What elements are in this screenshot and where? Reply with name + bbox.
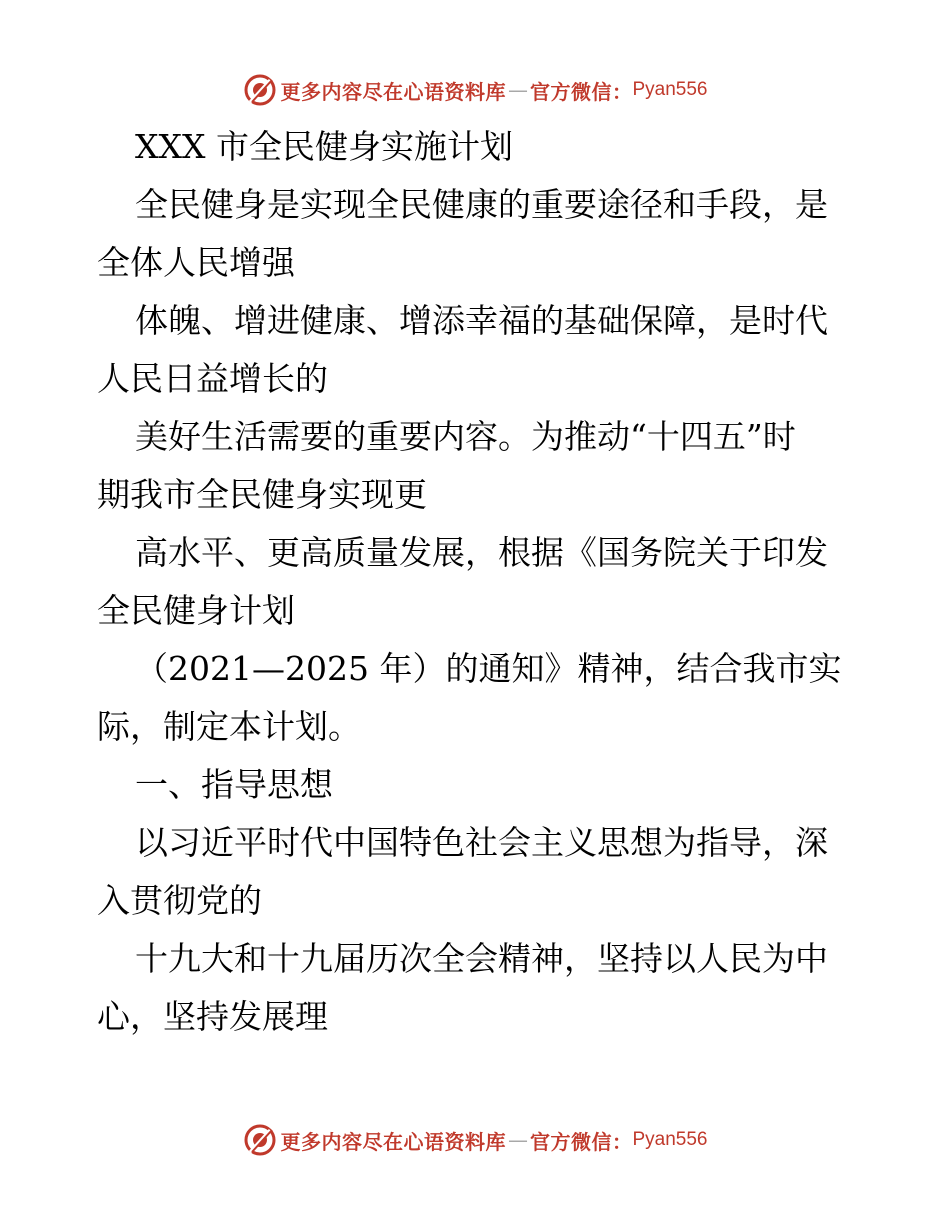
text-line: 一、指导思想 <box>135 765 333 804</box>
text-line: 全民健身计划 <box>97 591 295 630</box>
watermark-banner-bottom <box>0 1118 950 1162</box>
watermark-contact-label: 官方微信： <box>529 1129 633 1154</box>
text-line: 十九大和十九届历次全会精神，坚持以人民为中 <box>135 939 828 978</box>
watermark-handle: Pyan556 <box>632 1129 708 1150</box>
text-line: 期我市全民健身实现更 <box>97 475 427 514</box>
watermark-separator: — <box>507 1128 528 1152</box>
text-line: 际，制定本计划。 <box>97 707 361 746</box>
text-line: 高水平、更高质量发展，根据《国务院关于印发 <box>135 533 828 572</box>
text-line: 全体人民增强 <box>97 243 295 282</box>
text-line: 体魄、增进健康、增添幸福的基础保障，是时代 <box>135 301 828 340</box>
text-line: （2021—2025 年）的通知》精神，结合我市实 <box>135 649 842 688</box>
watermark-slogan: 更多内容尽在心语资料库 <box>280 1129 506 1154</box>
watermark-banner-top <box>0 68 950 112</box>
text-line: 全民健身是实现全民健康的重要途径和手段，是 <box>135 185 828 224</box>
document-title: XXX 市全民健身实施计划 <box>135 127 513 166</box>
text-line: 美好生活需要的重要内容。为推动“十四五”时 <box>135 417 796 456</box>
watermark-handle: Pyan556 <box>632 79 708 100</box>
text-line: 人民日益增长的 <box>97 359 328 398</box>
watermark-slogan: 更多内容尽在心语资料库 <box>280 79 506 104</box>
document-body <box>97 118 857 1046</box>
pen-seal-logo-icon <box>242 72 278 108</box>
watermark-separator: — <box>507 78 528 102</box>
pen-seal-logo-icon <box>242 1122 278 1158</box>
text-line: 以习近平时代中国特色社会主义思想为指导，深 <box>135 823 828 862</box>
text-line: 心，坚持发展理 <box>97 997 328 1036</box>
document-paragraphs <box>97 176 857 1046</box>
watermark-contact-label: 官方微信： <box>529 79 633 104</box>
text-line: 入贯彻党的 <box>97 881 262 920</box>
